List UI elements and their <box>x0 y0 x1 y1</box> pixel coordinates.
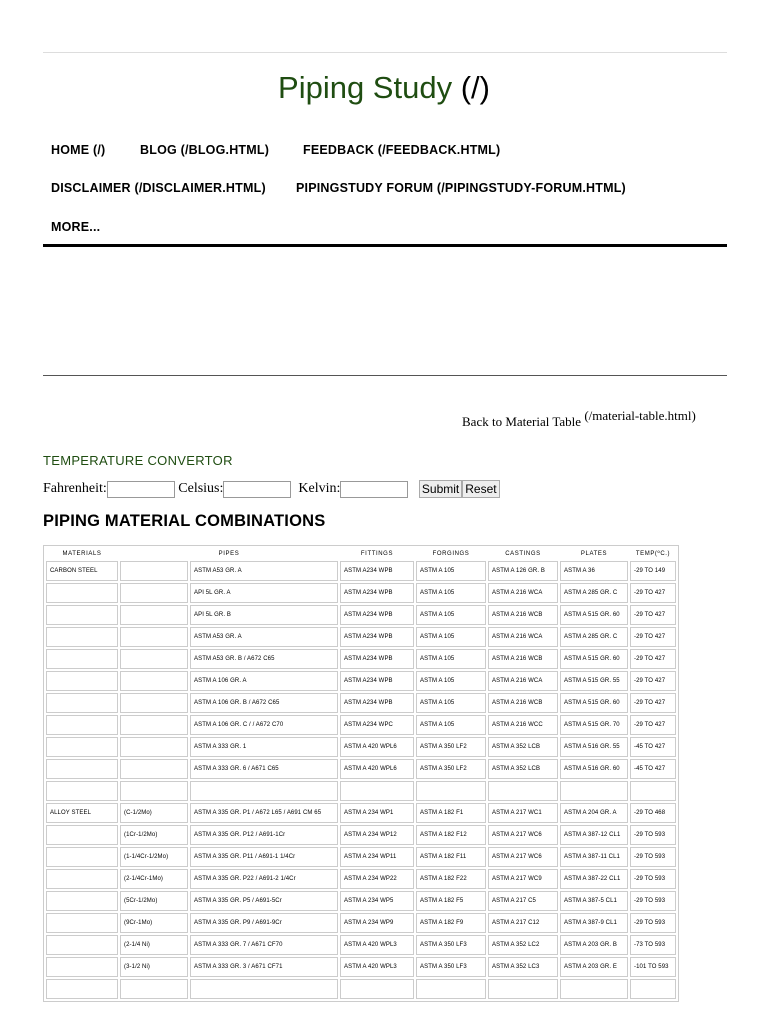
cell-pipe: ASTM A 106 GR. B / A672 C65 <box>190 693 338 713</box>
cell-plate: ASTM A 387-5 CL1 <box>560 891 628 911</box>
cell-forging: ASTM A 105 <box>416 671 486 691</box>
cell-fitting: ASTM A234 WPB <box>340 561 414 581</box>
cell-plate: ASTM A 387-12 CL1 <box>560 825 628 845</box>
cell-casting: ASTM A 352 LC2 <box>488 935 558 955</box>
cell-forging: ASTM A 182 F22 <box>416 869 486 889</box>
header-castings: CASTINGS <box>505 550 541 557</box>
cell-material <box>46 869 118 889</box>
cell-pipe: ASTM A53 GR. A <box>190 627 338 647</box>
cell-casting: ASTM A 217 WC6 <box>488 847 558 867</box>
cell-plate: ASTM A 515 GR. 60 <box>560 649 628 669</box>
cell-temp: -101 TO 593 <box>630 957 676 977</box>
fahrenheit-label: Fahrenheit: <box>43 481 107 497</box>
back-to-material-table-link[interactable] <box>462 408 696 430</box>
table-row <box>46 803 676 823</box>
cell-grade <box>120 715 188 735</box>
cell-fitting <box>340 781 414 801</box>
cell-casting: ASTM A 216 WCA <box>488 583 558 603</box>
cell-forging: ASTM A 182 F9 <box>416 913 486 933</box>
cell-material <box>46 693 118 713</box>
top-divider <box>43 52 727 53</box>
cell-material <box>46 847 118 867</box>
cell-temp: -29 TO 427 <box>630 649 676 669</box>
cell-plate <box>560 979 628 999</box>
cell-temp: -29 TO 427 <box>630 627 676 647</box>
cell-material <box>46 825 118 845</box>
back-link-text[interactable]: Back to Material Table <box>462 414 582 429</box>
cell-temp: -29 TO 593 <box>630 913 676 933</box>
cell-pipe: ASTM A 333 GR. 6 / A671 C65 <box>190 759 338 779</box>
cell-material: CARBON STEEL <box>46 561 118 581</box>
kelvin-input[interactable] <box>340 481 408 498</box>
cell-grade <box>120 627 188 647</box>
cell-temp: -29 TO 427 <box>630 693 676 713</box>
cell-casting: ASTM A 216 WCB <box>488 693 558 713</box>
cell-grade <box>120 649 188 669</box>
nav-disclaimer[interactable]: DISCLAIMER (/DISCLAIMER.HTML) <box>51 181 266 195</box>
cell-forging: ASTM A 350 LF2 <box>416 737 486 757</box>
cell-forging: ASTM A 350 LF2 <box>416 759 486 779</box>
table-row <box>46 825 676 845</box>
cell-forging: ASTM A 105 <box>416 627 486 647</box>
cell-casting: ASTM A 217 C5 <box>488 891 558 911</box>
cell-temp: -29 TO 593 <box>630 869 676 889</box>
header-temp: TEMP(ºC.) <box>635 550 671 557</box>
cell-pipe: ASTM A 333 GR. 1 <box>190 737 338 757</box>
cell-material: ALLOY STEEL <box>46 803 118 823</box>
cell-pipe: ASTM A 335 GR. P9 / A691-9Cr <box>190 913 338 933</box>
table-row <box>46 847 676 867</box>
cell-material <box>46 671 118 691</box>
cell-casting: ASTM A 216 WCA <box>488 671 558 691</box>
cell-pipe <box>190 781 338 801</box>
cell-grade: (2-1/4Cr-1Mo) <box>120 869 188 889</box>
fahrenheit-input[interactable] <box>107 481 175 498</box>
cell-material <box>46 649 118 669</box>
header-fittings: FITTINGS <box>360 550 394 557</box>
nav-blog[interactable]: BLOG (/BLOG.HTML) <box>140 143 270 157</box>
table-row <box>46 671 676 691</box>
content-divider <box>43 375 727 376</box>
cell-grade <box>120 561 188 581</box>
cell-temp: -45 TO 427 <box>630 759 676 779</box>
cell-casting <box>488 979 558 999</box>
cell-forging: ASTM A 182 F11 <box>416 847 486 867</box>
cell-temp: -29 TO 468 <box>630 803 676 823</box>
cell-casting: ASTM A 352 LC3 <box>488 957 558 977</box>
cell-forging: ASTM A 105 <box>416 583 486 603</box>
cell-fitting: ASTM A 234 WP12 <box>340 825 414 845</box>
cell-fitting: ASTM A234 WPB <box>340 627 414 647</box>
cell-grade: (9Cr-1Mo) <box>120 913 188 933</box>
cell-material <box>46 781 118 801</box>
table-row <box>46 605 676 625</box>
nav-home[interactable]: HOME (/) <box>51 143 106 157</box>
table-row <box>46 957 676 977</box>
cell-material <box>46 935 118 955</box>
cell-casting: ASTM A 217 WC9 <box>488 869 558 889</box>
cell-casting: ASTM A 216 WCC <box>488 715 558 735</box>
cell-plate: ASTM A 515 GR. 70 <box>560 715 628 735</box>
cell-pipe: ASTM A 333 GR. 3 / A671 CF71 <box>190 957 338 977</box>
cell-fitting: ASTM A234 WPB <box>340 583 414 603</box>
header-plates: PLATES <box>580 550 608 557</box>
cell-fitting: ASTM A 420 WPL3 <box>340 957 414 977</box>
table-row <box>46 935 676 955</box>
cell-casting: ASTM A 352 LCB <box>488 737 558 757</box>
site-title-text[interactable]: Piping Study <box>278 70 453 105</box>
cell-fitting: ASTM A234 WPB <box>340 605 414 625</box>
table-row <box>46 891 676 911</box>
cell-grade: (1-1/4Cr-1/2Mo) <box>120 847 188 867</box>
celsius-input[interactable] <box>223 481 291 498</box>
table-row <box>46 715 676 735</box>
cell-pipe: ASTM A 335 GR. P11 / A691-1 1/4Cr <box>190 847 338 867</box>
reset-button[interactable]: Reset <box>462 480 499 498</box>
cell-grade <box>120 605 188 625</box>
cell-forging: ASTM A 350 LF3 <box>416 935 486 955</box>
cell-grade: (2-1/4 Ni) <box>120 935 188 955</box>
cell-grade: (1Cr-1/2Mo) <box>120 825 188 845</box>
temperature-convertor-title: TEMPERATURE CONVERTOR <box>43 453 233 468</box>
cell-plate: ASTM A 204 GR. A <box>560 803 628 823</box>
cell-plate: ASTM A 36 <box>560 561 628 581</box>
cell-plate <box>560 781 628 801</box>
cell-fitting: ASTM A 234 WP9 <box>340 913 414 933</box>
table-row <box>46 781 676 801</box>
table-row <box>46 913 676 933</box>
cell-temp: -29 TO 149 <box>630 561 676 581</box>
cell-casting: ASTM A 216 WCA <box>488 627 558 647</box>
cell-fitting: ASTM A234 WPC <box>340 715 414 735</box>
cell-temp <box>630 979 676 999</box>
cell-grade <box>120 737 188 757</box>
table-row <box>46 759 676 779</box>
cell-plate: ASTM A 515 GR. 60 <box>560 605 628 625</box>
header-materials: MATERIALS <box>62 550 102 557</box>
temperature-form <box>43 480 500 498</box>
cell-plate: ASTM A 285 GR. C <box>560 583 628 603</box>
cell-fitting: ASTM A234 WPB <box>340 649 414 669</box>
nav-more[interactable]: MORE... <box>51 220 101 234</box>
cell-pipe: ASTM A 106 GR. A <box>190 671 338 691</box>
cell-plate: ASTM A 515 GR. 60 <box>560 693 628 713</box>
cell-material <box>46 979 118 999</box>
cell-pipe: ASTM A53 GR. B / A672 C65 <box>190 649 338 669</box>
cell-plate: ASTM A 515 GR. 55 <box>560 671 628 691</box>
table-row <box>46 649 676 669</box>
table-row <box>46 869 676 889</box>
cell-temp: -29 TO 427 <box>630 671 676 691</box>
cell-plate: ASTM A 516 GR. 60 <box>560 759 628 779</box>
cell-plate: ASTM A 387-9 CL1 <box>560 913 628 933</box>
cell-grade <box>120 759 188 779</box>
cell-casting: ASTM A 126 GR. B <box>488 561 558 581</box>
cell-pipe: API 5L GR. A <box>190 583 338 603</box>
cell-casting: ASTM A 216 WCB <box>488 649 558 669</box>
cell-fitting: ASTM A234 WPB <box>340 693 414 713</box>
cell-plate: ASTM A 285 GR. C <box>560 627 628 647</box>
cell-plate: ASTM A 387-22 CL1 <box>560 869 628 889</box>
cell-casting: ASTM A 216 WCB <box>488 605 558 625</box>
cell-casting: ASTM A 217 C12 <box>488 913 558 933</box>
cell-fitting <box>340 979 414 999</box>
cell-forging: ASTM A 105 <box>416 561 486 581</box>
cell-grade <box>120 693 188 713</box>
cell-material <box>46 759 118 779</box>
cell-forging <box>416 781 486 801</box>
cell-temp: -29 TO 427 <box>630 715 676 735</box>
cell-pipe: ASTM A53 GR. A <box>190 561 338 581</box>
cell-casting: ASTM A 352 LCB <box>488 759 558 779</box>
cell-casting <box>488 781 558 801</box>
cell-forging <box>416 979 486 999</box>
cell-grade <box>120 781 188 801</box>
cell-grade <box>120 979 188 999</box>
cell-forging: ASTM A 105 <box>416 715 486 735</box>
cell-plate: ASTM A 203 GR. E <box>560 957 628 977</box>
table-row <box>46 693 676 713</box>
table-header-row <box>46 548 676 559</box>
back-link-url[interactable]: (/material-table.html) <box>584 408 696 423</box>
cell-pipe <box>190 979 338 999</box>
site-title[interactable] <box>0 70 768 106</box>
nav-divider <box>43 244 727 247</box>
cell-grade <box>120 671 188 691</box>
cell-fitting: ASTM A 420 WPL3 <box>340 935 414 955</box>
cell-material <box>46 605 118 625</box>
cell-material <box>46 627 118 647</box>
site-title-link[interactable]: (/) <box>460 70 490 105</box>
cell-temp: -29 TO 593 <box>630 825 676 845</box>
table-row <box>46 583 676 603</box>
cell-material <box>46 737 118 757</box>
cell-material <box>46 891 118 911</box>
cell-temp: -29 TO 427 <box>630 583 676 603</box>
cell-casting: ASTM A 217 WC6 <box>488 825 558 845</box>
table-row <box>46 979 676 999</box>
cell-temp: -29 TO 593 <box>630 891 676 911</box>
cell-pipe: ASTM A 335 GR. P5 / A691-5Cr <box>190 891 338 911</box>
cell-temp: -45 TO 427 <box>630 737 676 757</box>
cell-fitting: ASTM A 234 WP22 <box>340 869 414 889</box>
material-table <box>43 545 679 1002</box>
cell-fitting: ASTM A 234 WP5 <box>340 891 414 911</box>
cell-fitting: ASTM A 420 WPL6 <box>340 737 414 757</box>
cell-pipe: API 5L GR. B <box>190 605 338 625</box>
submit-button[interactable]: Submit <box>419 480 462 498</box>
header-forgings: FORGINGS <box>432 550 470 557</box>
cell-casting: ASTM A 217 WC1 <box>488 803 558 823</box>
cell-fitting: ASTM A 234 WP1 <box>340 803 414 823</box>
cell-forging: ASTM A 182 F12 <box>416 825 486 845</box>
cell-grade: (3-1/2 Ni) <box>120 957 188 977</box>
section-title: PIPING MATERIAL COMBINATIONS <box>43 512 326 530</box>
cell-temp: -29 TO 427 <box>630 605 676 625</box>
cell-pipe: ASTM A 335 GR. P1 / A672 L65 / A691 CM 65 <box>190 803 338 823</box>
cell-grade <box>120 583 188 603</box>
cell-forging: ASTM A 182 F1 <box>416 803 486 823</box>
cell-fitting: ASTM A234 WPB <box>340 671 414 691</box>
cell-material <box>46 957 118 977</box>
cell-forging: ASTM A 105 <box>416 649 486 669</box>
cell-forging: ASTM A 105 <box>416 605 486 625</box>
cell-fitting: ASTM A 234 WP11 <box>340 847 414 867</box>
cell-pipe: ASTM A 333 GR. 7 / A671 CF70 <box>190 935 338 955</box>
table-row <box>46 737 676 757</box>
cell-fitting: ASTM A 420 WPL6 <box>340 759 414 779</box>
table-row <box>46 561 676 581</box>
cell-material <box>46 913 118 933</box>
nav-forum[interactable]: PIPINGSTUDY FORUM (/PIPINGSTUDY-FORUM.HTML) <box>296 181 626 195</box>
cell-forging: ASTM A 105 <box>416 693 486 713</box>
cell-temp: -29 TO 593 <box>630 847 676 867</box>
nav-feedback[interactable]: FEEDBACK (/FEEDBACK.HTML) <box>303 143 501 157</box>
cell-material <box>46 583 118 603</box>
cell-grade: (C-1/2Mo) <box>120 803 188 823</box>
cell-temp <box>630 781 676 801</box>
cell-pipe: ASTM A 335 GR. P22 / A691-2 1/4Cr <box>190 869 338 889</box>
cell-material <box>46 715 118 735</box>
table-row <box>46 627 676 647</box>
cell-pipe: ASTM A 335 GR. P12 / A691-1Cr <box>190 825 338 845</box>
cell-forging: ASTM A 350 LF3 <box>416 957 486 977</box>
cell-grade: (5Cr-1/2Mo) <box>120 891 188 911</box>
cell-plate: ASTM A 516 GR. 55 <box>560 737 628 757</box>
cell-temp: -73 TO 593 <box>630 935 676 955</box>
cell-plate: ASTM A 387-11 CL1 <box>560 847 628 867</box>
cell-plate: ASTM A 203 GR. B <box>560 935 628 955</box>
cell-forging: ASTM A 182 F5 <box>416 891 486 911</box>
kelvin-label: Kelvin: <box>298 481 341 497</box>
header-pipes: PIPES <box>218 550 240 557</box>
celsius-label: Celsius: <box>178 481 224 497</box>
cell-pipe: ASTM A 106 GR. C / / A672 C70 <box>190 715 338 735</box>
